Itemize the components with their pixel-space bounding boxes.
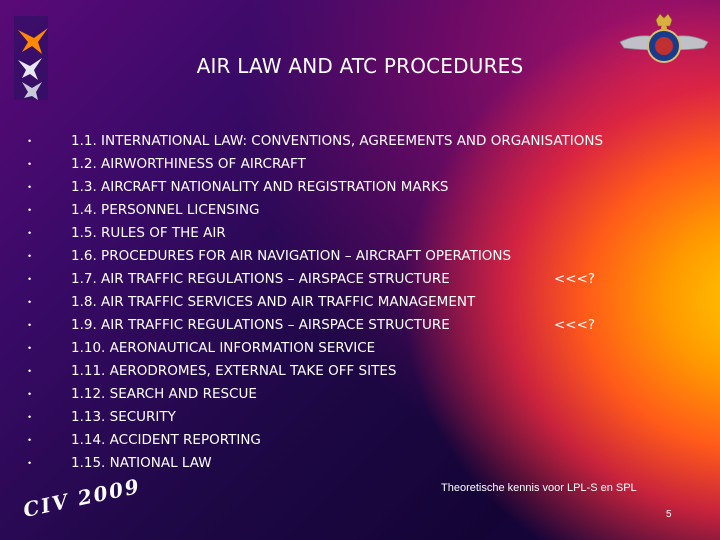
bullet-icon: • (28, 343, 32, 353)
list-item-text: 1.14. ACCIDENT REPORTING (71, 432, 261, 448)
footer-caption: Theoretische kennis voor LPL-S en SPL (441, 482, 637, 494)
list-item-text: 1.3. AIRCRAFT NATIONALITY AND REGISTRATION MARKS (71, 179, 449, 195)
bullet-icon: • (28, 412, 32, 422)
bullet-icon: • (28, 366, 32, 376)
list-item-text: 1.1. INTERNATIONAL LAW: CONVENTIONS, AGREEMENTS AND ORGANISATIONS (71, 133, 604, 149)
list-item-text: 1.6. PROCEDURES FOR AIR NAVIGATION – AIRCRAFT OPERATIONS (71, 248, 512, 264)
bullet-icon: • (28, 136, 32, 146)
bullet-icon: • (28, 389, 32, 399)
corner-watermark: CIV 2009 (21, 473, 143, 522)
list-item-text: 1.12. SEARCH AND RESCUE (71, 386, 257, 402)
page-number: 5 (666, 509, 672, 520)
list-item-text: 1.7. AIR TRAFFIC REGULATIONS – AIRSPACE STRUCTURE (71, 271, 450, 287)
bullet-icon: • (28, 274, 32, 284)
bullet-icon: • (28, 228, 32, 238)
list-item-text: 1.10. AERONAUTICAL INFORMATION SERVICE (71, 340, 376, 356)
list-item-text: 1.8. AIR TRAFFIC SERVICES AND AIR TRAFFIC MANAGEMENT (71, 294, 476, 310)
bullet-icon: • (28, 205, 32, 215)
bullet-icon: • (28, 320, 32, 330)
list-item-note: <<<? (554, 317, 596, 333)
list-item-text: 1.2. AIRWORTHINESS OF AIRCRAFT (71, 156, 306, 172)
slide-title: AIR LAW AND ATC PROCEDURES (196, 54, 524, 78)
bullet-icon: • (28, 182, 32, 192)
list-item-note: <<<? (554, 271, 596, 287)
list-item-text: 1.11. AERODROMES, EXTERNAL TAKE OFF SITES (71, 363, 397, 379)
bullet-icon: • (28, 251, 32, 261)
list-item-text: 1.9. AIR TRAFFIC REGULATIONS – AIRSPACE STRUCTURE (71, 317, 450, 333)
bullet-icon: • (28, 159, 32, 169)
bullet-icon: • (28, 458, 32, 468)
list-item-text: 1.13. SECURITY (71, 409, 176, 425)
list-item-text: 1.15. NATIONAL LAW (71, 455, 212, 471)
bullet-icon: • (28, 297, 32, 307)
list-item-text: 1.5. RULES OF THE AIR (71, 225, 226, 241)
list-item-text: 1.4. PERSONNEL LICENSING (71, 202, 260, 218)
bullet-icon: • (28, 435, 32, 445)
